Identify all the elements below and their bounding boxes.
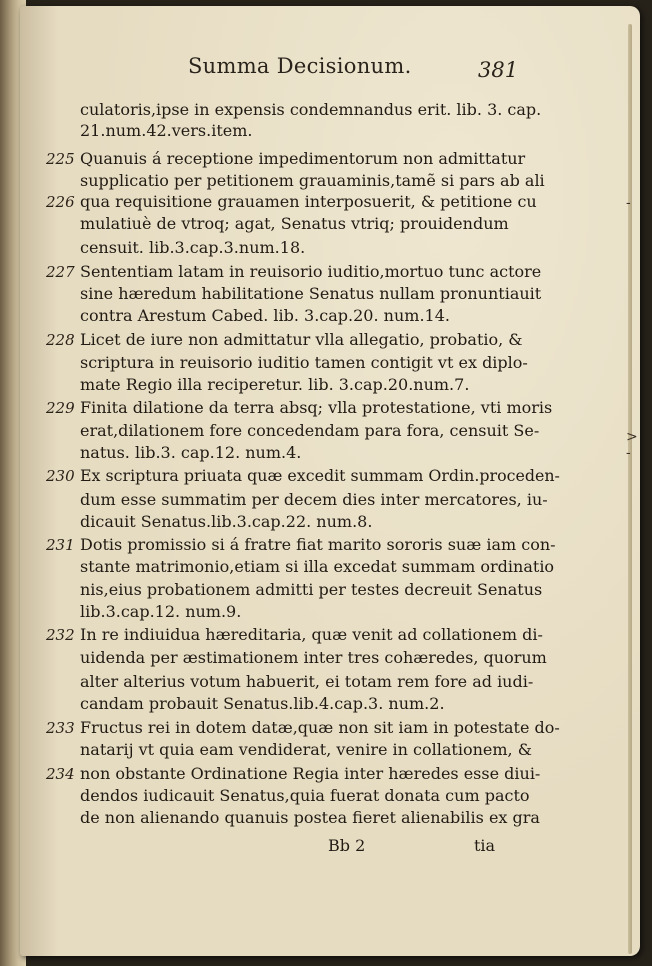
- decision-line: uidenda per æstimationem inter tres cohæredes, quorum: [80, 648, 547, 667]
- decision-line: candam probauit Senatus.lib.4.cap.3. num.2.: [80, 694, 445, 713]
- decision-line: Licet de iure non admittatur vlla allegatio, probatio, &: [80, 330, 523, 349]
- decision-line: natarij vt quia eam vendiderat, venire in collationem, &: [80, 740, 532, 759]
- edge-mark: -: [626, 445, 631, 461]
- decision-line: mate Regio illa reciperetur. lib. 3.cap.20.num.7.: [80, 375, 470, 394]
- decision-line: 21.num.42.vers.item.: [80, 121, 253, 140]
- decision-line: natus. lib.3. cap.12. num.4.: [80, 443, 302, 462]
- signature-mark: Bb 2: [328, 836, 366, 855]
- decision-line: supplicatio per petitionem grauaminis,tamẽ si pars ab ali: [80, 171, 545, 190]
- decision-number: 225: [46, 150, 75, 168]
- decision-number: 226: [46, 193, 75, 211]
- edge-mark: >: [626, 429, 638, 445]
- decision-number: 231: [46, 536, 75, 554]
- decision-line: qua requisitione grauamen interposuerit, & petitione cu: [80, 192, 537, 211]
- decision-number: 230: [46, 467, 75, 485]
- decision-number: 227: [46, 263, 75, 281]
- decision-number: 229: [46, 399, 75, 417]
- decision-line: stante matrimonio,etiam si illa excedat summam ordinatio: [80, 557, 555, 576]
- decision-line: culatoris,ipse in expensis condemnandus erit. lib. 3. cap.: [80, 100, 542, 119]
- edge-mark: -: [626, 195, 631, 211]
- decision-line: de non alienando quanuis postea fieret alienabilis ex gra: [80, 808, 540, 827]
- decision-line: scriptura in reuisorio iuditio tamen contigit vt ex diplo-: [80, 353, 528, 372]
- decision-line: alter alterius votum habuerit, ei totam rem fore ad iudi-: [80, 672, 534, 691]
- decision-line: Finita dilatione da terra absq; vlla protestatione, vti moris: [80, 398, 553, 417]
- decision-line: In re indiuidua hæreditaria, quæ venit ad collationem di-: [80, 625, 543, 644]
- page-edge: [628, 24, 632, 954]
- decision-line: erat,dilationem fore concedendam para fora, censuit Se-: [80, 421, 540, 440]
- decision-line: dicauit Senatus.lib.3.cap.22. num.8.: [80, 512, 373, 531]
- decision-line: sine hæredum habilitatione Senatus nullam pronuntiauit: [80, 284, 542, 303]
- decision-number: 233: [46, 719, 75, 737]
- decision-number: 228: [46, 331, 75, 349]
- decision-line: Fructus rei in dotem datæ,quæ non sit iam in potestate do-: [80, 718, 560, 737]
- folio-number: 381: [478, 58, 519, 82]
- decision-line: Quanuis á receptione impedimentorum non admittatur: [80, 149, 526, 168]
- decision-line: censuit. lib.3.cap.3.num.18.: [80, 238, 306, 257]
- decision-line: contra Arestum Cabed. lib. 3.cap.20. num.14.: [80, 306, 450, 325]
- decision-number: 232: [46, 626, 75, 644]
- decision-line: lib.3.cap.12. num.9.: [80, 602, 242, 621]
- decision-line: Ex scriptura priuata quæ excedit summam Ordin.proceden-: [80, 466, 560, 485]
- running-head: Summa Decisionum.: [188, 54, 412, 78]
- catchword: tia: [474, 836, 496, 855]
- decision-line: dum esse summatim per decem dies inter mercatores, iu-: [80, 490, 548, 509]
- decision-line: nis,eius probationem admitti per testes decreuit Senatus: [80, 580, 543, 599]
- decision-line: dendos iudicauit Senatus,quia fuerat donata cum pacto: [80, 786, 530, 805]
- decision-line: mulatiuè de vtroq; agat, Senatus vtriq; prouidendum: [80, 214, 509, 233]
- decision-line: non obstante Ordinatione Regia inter hæredes esse diui-: [80, 764, 541, 783]
- decision-line: Dotis promissio si á fratre fiat marito sororis suæ iam con-: [80, 535, 556, 554]
- decision-number: 234: [46, 765, 75, 783]
- decision-line: Sententiam latam in reuisorio iuditio,mortuo tunc actore: [80, 262, 542, 281]
